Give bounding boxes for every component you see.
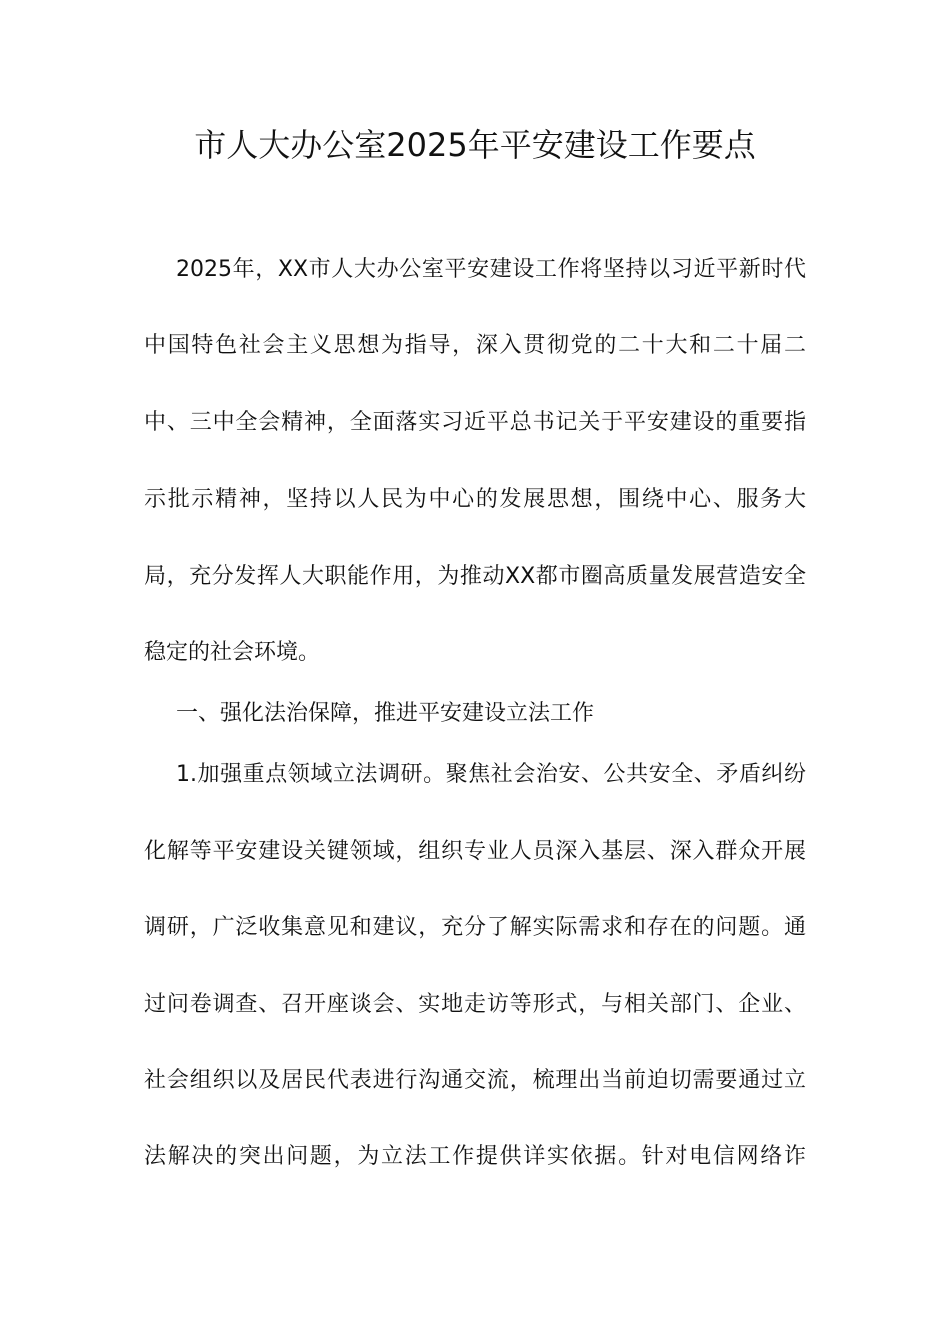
paragraph-line: 法解决的突出问题，为立法工作提供详实依据。针对电信网络诈 [144, 1144, 806, 1169]
paragraph-line: 稳定的社会环境。 [144, 640, 321, 665]
paragraph-line: 中、三中全会精神，全面落实习近平总书记关于平安建设的重要指 [144, 410, 806, 435]
document-title: 市人大办公室2025年平安建设工作要点 [194, 126, 756, 164]
paragraph-line: 社会组织以及居民代表进行沟通交流，梳理出当前迫切需要通过立 [144, 1068, 806, 1093]
paragraph-line: 局，充分发挥人大职能作用，为推动XX都市圈高质量发展营造安全 [144, 564, 806, 589]
paragraph-line: 2025年，XX市人大办公室平安建设工作将坚持以习近平新时代 [176, 257, 806, 282]
paragraph-line: 化解等平安建设关键领域，组织专业人员深入基层、深入群众开展 [144, 839, 806, 864]
paragraph-line: 过问卷调查、召开座谈会、实地走访等形式，与相关部门、企业、 [144, 992, 806, 1017]
paragraph-line: 中国特色社会主义思想为指导，深入贯彻党的二十大和二十届二 [144, 333, 806, 358]
section-heading: 一、强化法治保障，推进平安建设立法工作 [176, 701, 595, 726]
paragraph-line: 调研，广泛收集意见和建议，充分了解实际需求和存在的问题。通 [144, 915, 806, 940]
paragraph-line: 示批示精神，坚持以人民为中心的发展思想，围绕中心、服务大 [144, 487, 806, 512]
paragraph-line: 1.加强重点领域立法调研。聚焦社会治安、公共安全、矛盾纠纷 [176, 762, 806, 787]
